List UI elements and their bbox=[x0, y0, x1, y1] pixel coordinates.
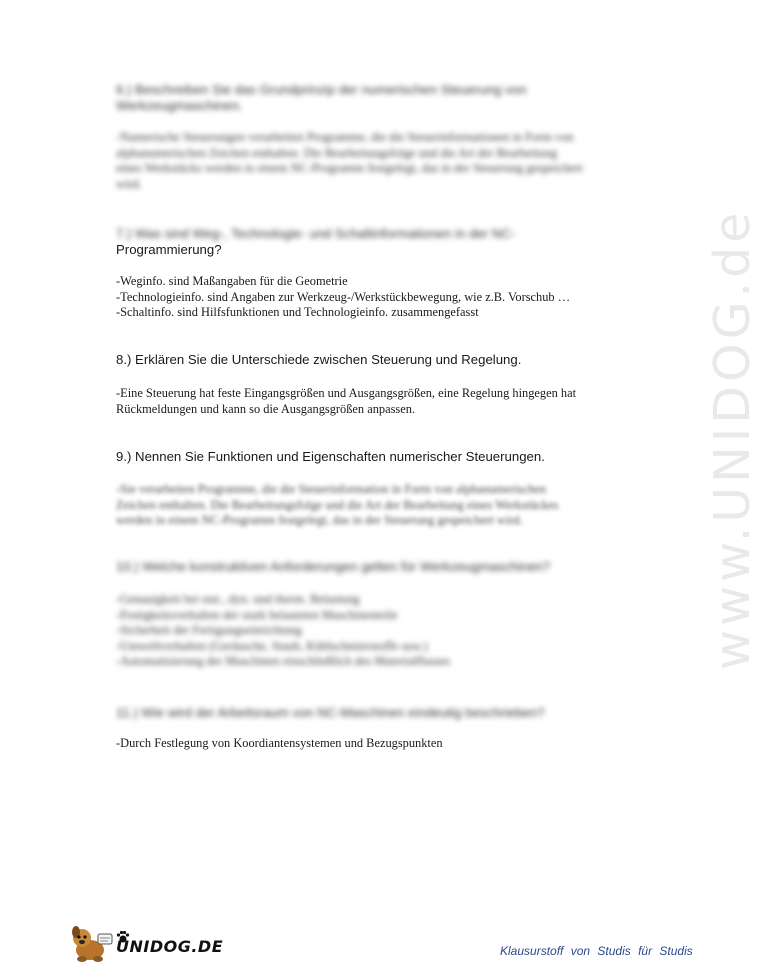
answer-6 bbox=[116, 130, 656, 192]
answer-6-line-2: alphanumerischen Zeichen enthalten. Die Bearbeitungsfolge und die Art der Bearbeitung bbox=[116, 145, 558, 160]
answer-11 bbox=[116, 736, 656, 752]
answer-8 bbox=[116, 386, 656, 417]
question-10-line: 10.) Welche konstruktiven Anforderungen gelten für Werkzeugmaschinen? bbox=[116, 559, 551, 574]
dog-mascot-icon bbox=[68, 924, 118, 964]
question-7-line-1: 7.) Was sind Weg-, Technologie- und Schaltinformationen in der NC- bbox=[116, 226, 516, 241]
question-6-line-1: 6.) Beschreiben Sie das Grundprinzip der numerischen Steuerung von bbox=[116, 82, 527, 97]
question-11-line: 11.) Wie wird der Arbeitsraum von NC-Maschinen eindeutig beschrieben? bbox=[116, 705, 545, 720]
answer-6-line-4: wird. bbox=[116, 176, 142, 191]
answer-8-line-1: -Eine Steuerung hat feste Eingangsgrößen und Ausgangsgrößen, eine Regelung hingegen hat bbox=[116, 386, 577, 400]
answer-10-line-5: -Automatisierung der Maschinen einschließlich des Materialflusses bbox=[116, 654, 451, 669]
question-9-line: 9.) Nennen Sie Funktionen und Eigenschaften numerischer Steuerungen. bbox=[116, 449, 545, 464]
question-7-line-2: Programmierung? bbox=[116, 242, 222, 257]
answer-10-line-3: -Sicherheit der Fertigungseinrichtung bbox=[116, 623, 302, 638]
question-6 bbox=[116, 82, 636, 114]
answer-9-line-3: werden in einem NC-Programm festgelegt, das in der Steuerung gespeichert wird. bbox=[116, 513, 523, 528]
answer-10 bbox=[116, 592, 656, 670]
answer-10-line-2: -Festigkeitsverhalten der stark belasteten Maschinenteile bbox=[116, 607, 398, 622]
footer-slogan: Klausurstoff von Studis für Studis bbox=[500, 944, 693, 958]
answer-7 bbox=[116, 274, 656, 321]
answer-11-line-1: -Durch Festlegung von Koordiantensystemen und Bezugspunkten bbox=[116, 736, 443, 750]
answer-7-line-1: -Weginfo. sind Maßangaben für die Geometrie bbox=[116, 274, 348, 288]
watermark bbox=[652, 208, 761, 680]
answer-9-line-2: Zeichen enthalten. Die Bearbeitungsfolge und die Art der Bearbeitung eines Werkstückes bbox=[116, 497, 559, 512]
logo-text: UNIDOG.DE bbox=[116, 937, 224, 956]
question-6-line-2: Werkzeugmaschinen. bbox=[116, 98, 243, 113]
answer-7-line-2: -Technologieinfo. sind Angaben zur Werkzeug-/Werkstückbewegung, wie z.B. Vorschub … bbox=[116, 289, 571, 304]
answer-10-line-1: -Genauigkeit bei stat., dyn. und therm. Belastung bbox=[116, 592, 360, 606]
question-11 bbox=[116, 705, 636, 721]
question-7 bbox=[116, 226, 636, 258]
question-10 bbox=[116, 559, 636, 575]
answer-7-line-3: -Schaltinfo. sind Hilfsfunktionen und Technologieinfo. zusammengefasst bbox=[116, 305, 479, 320]
answer-9 bbox=[116, 482, 656, 529]
question-9 bbox=[116, 449, 636, 465]
answer-10-line-4: -Umweltverhalten (Geräusche, Staub, Kühlschmierstoffe usw.) bbox=[116, 638, 428, 653]
answer-6-line-3: eines Werkstücks werden in einem NC-Programm festgelegt, das in der Steuerung gespeichert bbox=[116, 161, 583, 176]
question-8-line: 8.) Erklären Sie die Unterschiede zwischen Steuerung und Regelung. bbox=[116, 352, 522, 367]
answer-9-line-1: -Sie verarbeiten Programme, die die Steuerinformation in Form von alphanumerischen bbox=[116, 482, 547, 496]
answer-8-line-2: Rückmeldungen und kann so die Ausgangsgrößen anpassen. bbox=[116, 401, 416, 416]
watermark-text: www.UNIDOG.de bbox=[704, 208, 761, 670]
question-8 bbox=[116, 352, 636, 368]
answer-6-line-1: -Numerische Steuerungen verarbeiten Programme, die die Steuerinformationen in Form von bbox=[116, 130, 574, 144]
